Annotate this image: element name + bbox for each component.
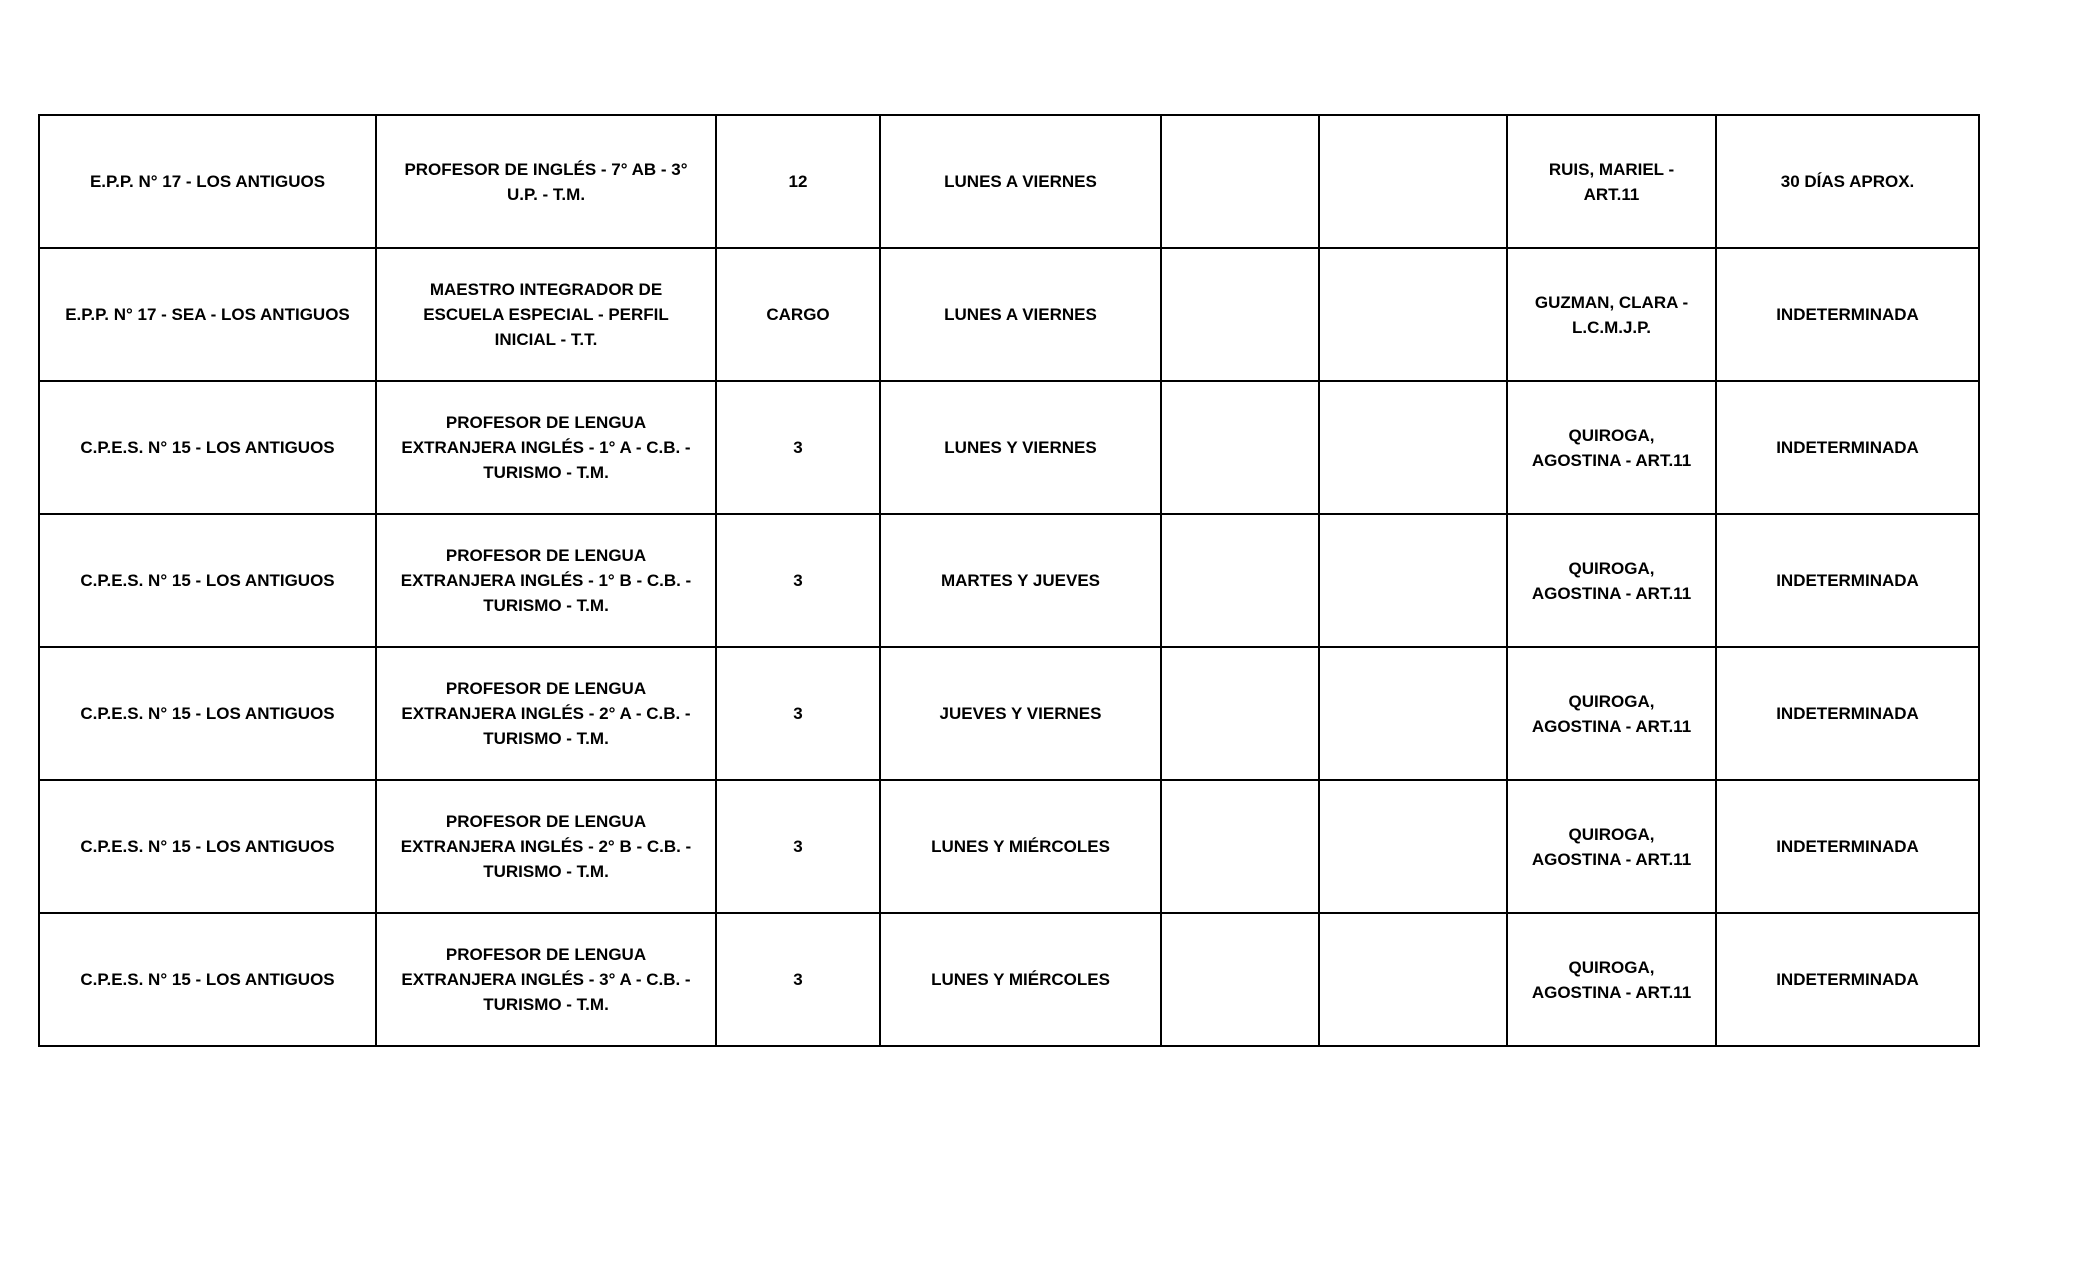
table-row: [39, 780, 1979, 913]
empty-cell: [1319, 248, 1507, 381]
table-row: [39, 381, 1979, 514]
school-cell: C.P.E.S. N° 15 - LOS ANTIGUOS: [39, 514, 376, 647]
holder-cell: QUIROGA, AGOSTINA - ART.11: [1507, 913, 1716, 1046]
empty-cell: [1161, 647, 1319, 780]
empty-cell: [1161, 381, 1319, 514]
school-cell: C.P.E.S. N° 15 - LOS ANTIGUOS: [39, 381, 376, 514]
empty-cell: [1161, 514, 1319, 647]
school-cell: E.P.P. N° 17 - LOS ANTIGUOS: [39, 115, 376, 248]
days-cell: LUNES Y MIÉRCOLES: [880, 913, 1161, 1046]
empty-cell: [1161, 780, 1319, 913]
table-row: [39, 913, 1979, 1046]
days-cell: LUNES Y VIERNES: [880, 381, 1161, 514]
school-cell: C.P.E.S. N° 15 - LOS ANTIGUOS: [39, 647, 376, 780]
days-cell: LUNES A VIERNES: [880, 248, 1161, 381]
school-cell: E.P.P. N° 17 - SEA - LOS ANTIGUOS: [39, 248, 376, 381]
hours-cell: 3: [716, 381, 880, 514]
empty-cell: [1319, 514, 1507, 647]
hours-cell: 3: [716, 647, 880, 780]
table-row: [39, 514, 1979, 647]
school-cell: C.P.E.S. N° 15 - LOS ANTIGUOS: [39, 780, 376, 913]
position-cell: PROFESOR DE LENGUA EXTRANJERA INGLÉS - 1° B - C.B. - TURISMO - T.M.: [376, 514, 716, 647]
holder-cell: RUIS, MARIEL - ART.11: [1507, 115, 1716, 248]
empty-cell: [1319, 913, 1507, 1046]
position-cell: PROFESOR DE LENGUA EXTRANJERA INGLÉS - 2° A - C.B. - TURISMO - T.M.: [376, 647, 716, 780]
empty-cell: [1319, 115, 1507, 248]
hours-cell: 3: [716, 913, 880, 1046]
days-cell: MARTES Y JUEVES: [880, 514, 1161, 647]
position-cell: MAESTRO INTEGRADOR DE ESCUELA ESPECIAL - PERFIL INICIAL - T.T.: [376, 248, 716, 381]
position-cell: PROFESOR DE LENGUA EXTRANJERA INGLÉS - 3° A - C.B. - TURISMO - T.M.: [376, 913, 716, 1046]
holder-cell: QUIROGA, AGOSTINA - ART.11: [1507, 780, 1716, 913]
empty-cell: [1319, 381, 1507, 514]
table-row: [39, 647, 1979, 780]
empty-cell: [1161, 115, 1319, 248]
table-row: [39, 115, 1979, 248]
duration-cell: 30 DÍAS APROX.: [1716, 115, 1979, 248]
position-cell: PROFESOR DE INGLÉS - 7° AB - 3° U.P. - T.M.: [376, 115, 716, 248]
hours-cell: 3: [716, 514, 880, 647]
position-cell: PROFESOR DE LENGUA EXTRANJERA INGLÉS - 2° B - C.B. - TURISMO - T.M.: [376, 780, 716, 913]
duration-cell: INDETERMINADA: [1716, 913, 1979, 1046]
position-cell: PROFESOR DE LENGUA EXTRANJERA INGLÉS - 1° A - C.B. - TURISMO - T.M.: [376, 381, 716, 514]
holder-cell: QUIROGA, AGOSTINA - ART.11: [1507, 647, 1716, 780]
hours-cell: 3: [716, 780, 880, 913]
table-row: [39, 248, 1979, 381]
table-body: [39, 115, 1979, 1046]
empty-cell: [1319, 647, 1507, 780]
hours-cell: CARGO: [716, 248, 880, 381]
days-cell: LUNES Y MIÉRCOLES: [880, 780, 1161, 913]
duration-cell: INDETERMINADA: [1716, 647, 1979, 780]
empty-cell: [1161, 913, 1319, 1046]
days-cell: LUNES A VIERNES: [880, 115, 1161, 248]
duration-cell: INDETERMINADA: [1716, 780, 1979, 913]
duration-cell: INDETERMINADA: [1716, 514, 1979, 647]
days-cell: JUEVES Y VIERNES: [880, 647, 1161, 780]
school-cell: C.P.E.S. N° 15 - LOS ANTIGUOS: [39, 913, 376, 1046]
hours-cell: 12: [716, 115, 880, 248]
empty-cell: [1161, 248, 1319, 381]
duration-cell: INDETERMINADA: [1716, 381, 1979, 514]
duration-cell: INDETERMINADA: [1716, 248, 1979, 381]
vacancy-table: [38, 114, 1980, 1047]
holder-cell: QUIROGA, AGOSTINA - ART.11: [1507, 514, 1716, 647]
empty-cell: [1319, 780, 1507, 913]
holder-cell: GUZMAN, CLARA - L.C.M.J.P.: [1507, 248, 1716, 381]
holder-cell: QUIROGA, AGOSTINA - ART.11: [1507, 381, 1716, 514]
